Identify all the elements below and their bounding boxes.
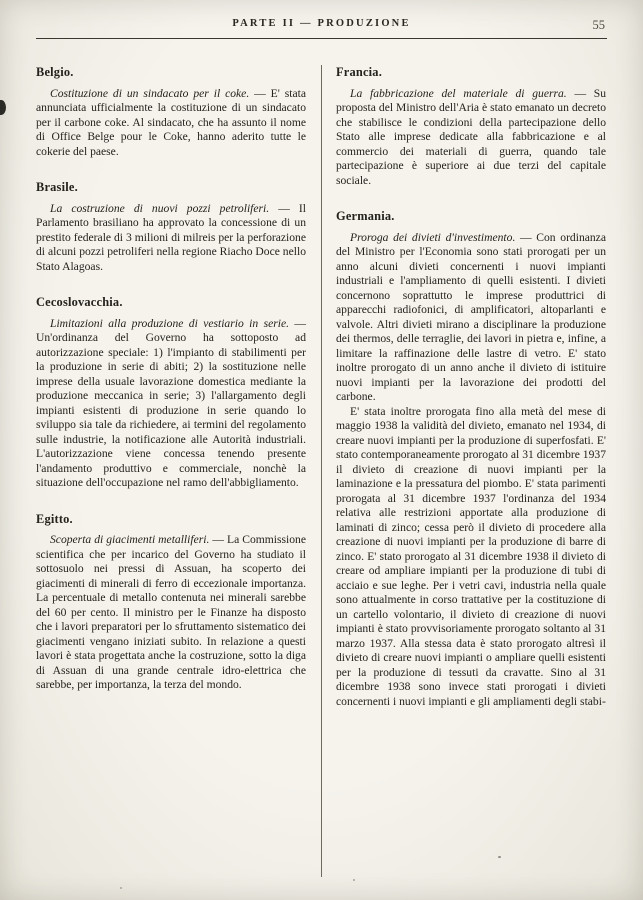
article-paragraph <box>36 533 306 693</box>
article-title: Proroga dei divieti d'investimento. <box>350 230 516 244</box>
country-heading: Germania. <box>336 209 395 223</box>
article-paragraph <box>36 87 306 160</box>
scan-artifact <box>353 879 355 881</box>
header-rule <box>36 38 607 39</box>
article-paragraph <box>36 202 306 275</box>
section-brasile <box>36 180 306 274</box>
article-body: — Un'ordinanza del Governo ha sottoposto ad autorizzazione speciale: 1) l'impianto di stabilimenti per la produzione in serie di abiti; 2) la sostituzione nelle imprese della usuale lavorazione domestica mediante la produzione meccanica in serie; 3) l'allargamento degli impianti esistenti di produzione in serie quando lo sviluppo sia tale da richiedere, ai termini del regolamento sulle industrie, la notificazione alle Autorità industriali. L'autorizzazione viene concessa tenendo presente l'andamento produttivo e commerciale, nonchè la situazione dell'occupazione nel ramo dell'abbigliamento. <box>36 316 306 489</box>
page-number: 55 <box>592 18 605 32</box>
country-heading: Egitto. <box>36 511 73 526</box>
section-germania <box>336 209 606 709</box>
country-heading: Belgio. <box>36 65 74 79</box>
article-paragraph <box>336 231 606 405</box>
right-column <box>336 65 606 877</box>
left-column <box>36 65 306 877</box>
article-body: — La Commissione scientifica che per incarico del Governo ha studiato il sottosuolo nei pressi di Assuan, ha scoperto dei giacimenti di minerali di ferro di eccezionale importanza. La percentuale di metallo contenuta nei minerali sarebbe del 60 per cento. Il ministro per le Finanze ha disposto che i lavori preparatori per lo sfruttamento sistematico dei giacimenti vengano iniziati subito. In relazione a questi lavori è stata progettata anche la costruzione, sotto la diga di Assuan di una grande centrale idro-elettrica che sarebbe, per importanza, la terza del mondo. <box>36 533 307 691</box>
scan-artifact <box>498 856 501 858</box>
column-divider <box>321 65 322 877</box>
article-paragraph <box>36 317 306 491</box>
country-heading: Francia. <box>336 65 382 79</box>
article-title: Scoperta di giacimenti metalliferi. <box>50 533 210 546</box>
section-cecoslovacchia <box>36 295 306 491</box>
section-francia <box>336 65 606 188</box>
page-header <box>36 18 607 35</box>
country-heading: Cecoslovacchia. <box>36 295 123 309</box>
article-title: La costruzione di nuovi pozzi petroliferi. <box>50 201 270 215</box>
article-title: La fabbricazione del materiale di guerra. <box>350 86 567 100</box>
section-belgio <box>36 65 306 159</box>
article-paragraph: E' stata inoltre prorogata fino alla metà del mese di maggio 1938 la validità del divieto, emanato nel 1934, di creare nuovi impianti per la produzione di superfosfati. E' stato contemporaneamente prorogato al 31 dicembre 1937 il divieto di creazione di nuovi impianti per la laminazione e la pressatura del piombo. E' stata parimenti prorogata al 31 dicembre 1937 l'ordinanza del 1934 relativa alle restrizioni apportate alla produzione di laminati di zinco; cessa però il divieto di procedere alla creazione di nuovi impianti per la produzione di barre di zinco. E' stato prorogato al 31 dicembre 1938 il divieto di creare od ampliare impianti per la produzione di tubi di acciaio e sue leghe. Per i vetri cavi, industria nella quale sono attualmente in corso trattative per la costituzione di un cartello volontario, il divieto di creazione di nuovi impianti è stato provvisoriamente prorogato soltanto al 31 marzo 1937. Alla stessa data è stato prorogato altresì il divieto di creare nuovi impianti o ampliare quelli esistenti per la produzione di tessuti da cravatte. Sino al 31 dicembre 1938 sono invece stati prorogati i divieti concernenti i nuovi impianti e gli ampliamenti degli stabi- <box>336 404 606 708</box>
article-body: — Con ordinanza del Ministro per l'Economia sono stati prorogati per un anno alcuni divieti concernenti i nuovi impianti industriali e l'ampliamento di quelli esistenti. I divieti concernono soprattutto le imprese produttrici di apparecchi radiofonici, di amplificatori, altoparlanti e valvole. Altri divieti mirano a disciplinare la produzione dei thermos, delle terraglie, dei lavori in pietra e, infine, a limitare la raffinazione delle lastre di vetro. E' stato inoltre prorogato di un anno anche il divieto di istituire nuovi impianti per la lavorazione dei prodotti del carbone. <box>336 230 606 403</box>
scan-artifact <box>120 887 122 889</box>
article-body: — Su proposta del Ministro dell'Aria è stato emanato un decreto che stabilisce le condizioni della partecipazione dello Stato alle imprese dedicate alla fabbricazione e al commercio dei materiali di guerra, quando tale partecipazione è superiore ai due terzi del capitale sociale. <box>336 86 606 187</box>
article-body: — E' stata annunciata ufficialmente la costituzione di un sindacato per il carbone coke. Al sindacato, che ha assunto il nome di Office Belge pour le Coke, hanno aderito tutte le cokerie del paese. <box>36 86 306 158</box>
text-columns <box>36 65 607 877</box>
article-title: Costituzione di un sindacato per il coke. <box>50 86 250 100</box>
section-egitto <box>36 512 306 693</box>
article-body: — Il Parlamento brasiliano ha approvato la concessione di un prestito federale di 3 milioni di milreis per la perforazione di alcuni pozzi petroliferi nella regione Riacho Doce nello Stato Alagoas. <box>36 201 306 273</box>
article-paragraph <box>336 87 606 189</box>
scan-artifact <box>0 100 6 115</box>
article-title: Limitazioni alla produzione di vestiario in serie. <box>50 316 289 330</box>
country-heading: Brasile. <box>36 180 78 194</box>
running-title: PARTE II — PRODUZIONE <box>232 18 411 29</box>
